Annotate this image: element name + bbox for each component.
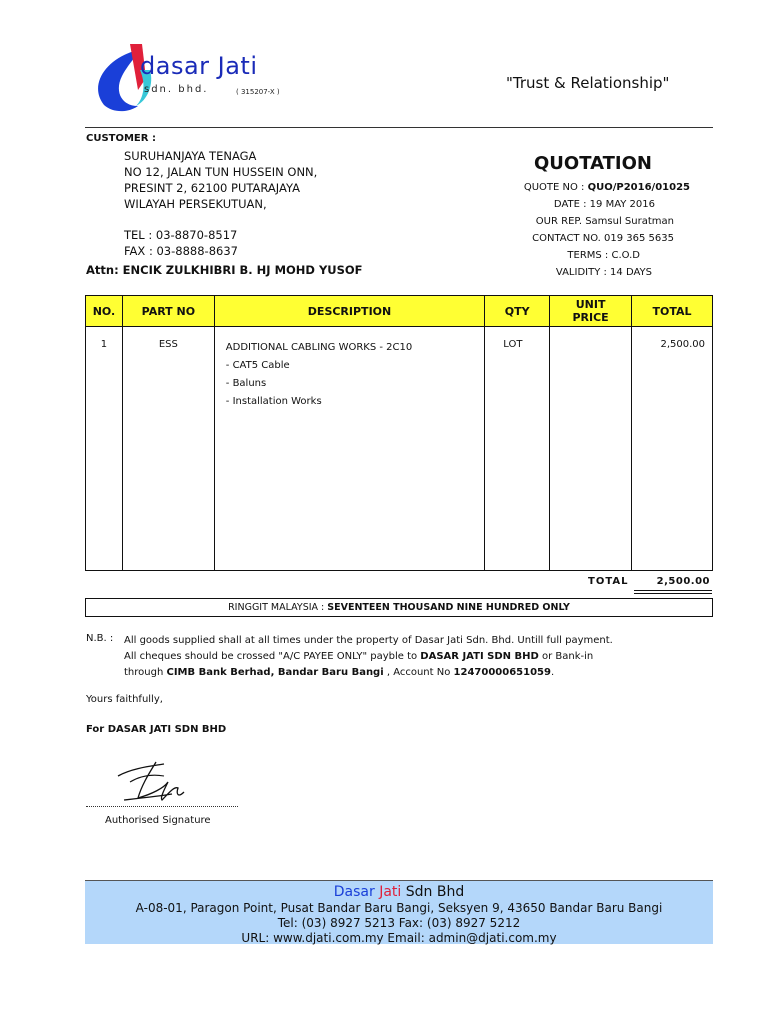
header-desc: DESCRIPTION: [214, 296, 484, 327]
company-logo: [86, 40, 286, 115]
quote-date: DATE : 19 MAY 2016: [553, 199, 655, 210]
amount-in-words: SEVENTEEN THOUSAND NINE HUNDRED ONLY: [327, 602, 570, 613]
header-unit-price: UNIT PRICE: [550, 296, 632, 327]
brand-reg: ( 315207-X ): [236, 88, 280, 96]
nb-label: N.B. :: [86, 633, 114, 644]
customer-label: CUSTOMER :: [86, 133, 156, 144]
quotation-info: [470, 179, 690, 281]
brand-sub: sdn. bhd.: [144, 84, 209, 95]
footer-phone: Tel: (03) 8927 5213 Fax: (03) 8927 5212: [277, 916, 521, 930]
desc-item: - Installation Works: [225, 396, 322, 407]
cell-qty: LOT: [485, 327, 550, 571]
desc-item: - CAT5 Cable: [225, 360, 290, 371]
header-part: PART NO: [122, 296, 214, 327]
cell-part: ESS: [122, 327, 214, 571]
signature-label: Authorised Signature: [105, 815, 211, 826]
note-line-3: through CIMB Bank Berhad, Bandar Baru Bangi , Account No 12470000651059.: [124, 667, 555, 678]
footer-web: URL: www.djati.com.my Email: admin@djati.com.my: [241, 931, 557, 945]
customer-attn: Attn: ENCIK ZULKHIBRI B. HJ MOHD YUSOF: [86, 263, 363, 277]
table-header-row: [86, 296, 713, 327]
signature-line: [86, 806, 238, 807]
customer-address-1: NO 12, JALAN TUN HUSSEIN ONN,: [124, 165, 318, 179]
cell-desc: [214, 327, 484, 571]
desc-title: ADDITIONAL CABLING WORKS - 2C10: [225, 342, 413, 353]
customer-tel: TEL : 03-8870-8517: [124, 228, 238, 242]
footer-company-name: Dasar Jati Sdn Bhd: [333, 884, 465, 900]
desc-item: - Baluns: [225, 378, 267, 389]
yours-faithfully: Yours faithfully,: [86, 694, 163, 705]
company-footer: [85, 880, 713, 944]
amount-in-words-box: [85, 598, 713, 617]
customer-fax: FAX : 03-8888-8637: [124, 244, 238, 258]
items-table: [85, 295, 713, 571]
brand-name: dasar Jati: [140, 52, 258, 80]
for-company: For DASAR JATI SDN BHD: [86, 724, 227, 735]
note-line-1: All goods supplied shall at all times under the property of Dasar Jati Sdn. Bhd. Untill full payment.: [124, 635, 613, 646]
total-label: TOTAL: [588, 576, 629, 587]
note-line-2: All cheques should be crossed "A/C PAYEE ONLY" payble to DASAR JATI SDN BHD or Bank-in: [124, 651, 594, 662]
quote-no: QUO/P2016/01025: [587, 182, 690, 193]
header-divider: [85, 127, 713, 128]
header-no: NO.: [86, 296, 123, 327]
words-label: RINGGIT MALAYSIA :: [228, 602, 328, 613]
customer-address-3: WILAYAH PERSEKUTUAN,: [124, 197, 267, 211]
customer-block: [124, 148, 317, 259]
quote-validity: VALIDITY : 14 DAYS: [555, 267, 652, 278]
quote-no-line: QUOTE NO : QUO/P2016/01025: [523, 182, 690, 193]
quote-terms: TERMS : C.O.D: [567, 250, 640, 261]
quote-rep: OUR REP. Samsul Suratman: [535, 216, 674, 227]
footer-address: A-08-01, Paragon Point, Pusat Bandar Baru Bangi, Seksyen 9, 43650 Bandar Baru Bangi: [135, 901, 663, 915]
total-value: 2,500.00: [656, 576, 710, 587]
notes-block: [124, 633, 714, 681]
table-row: [86, 327, 713, 571]
signature-icon: [112, 758, 202, 806]
header-total: TOTAL: [632, 296, 713, 327]
customer-address-2: PRESINT 2, 62100 PUTARAJAYA: [124, 181, 300, 195]
total-double-underline: [634, 590, 712, 594]
header-qty: QTY: [485, 296, 550, 327]
cell-unit-price: [550, 327, 632, 571]
quotation-title: QUOTATION: [534, 153, 652, 174]
customer-name: SURUHANJAYA TENAGA: [124, 149, 257, 163]
cell-total: 2,500.00: [632, 327, 713, 571]
tagline: "Trust & Relationship": [506, 74, 670, 92]
cell-no: 1: [86, 327, 123, 571]
quote-contact: CONTACT NO. 019 365 5635: [532, 233, 674, 244]
